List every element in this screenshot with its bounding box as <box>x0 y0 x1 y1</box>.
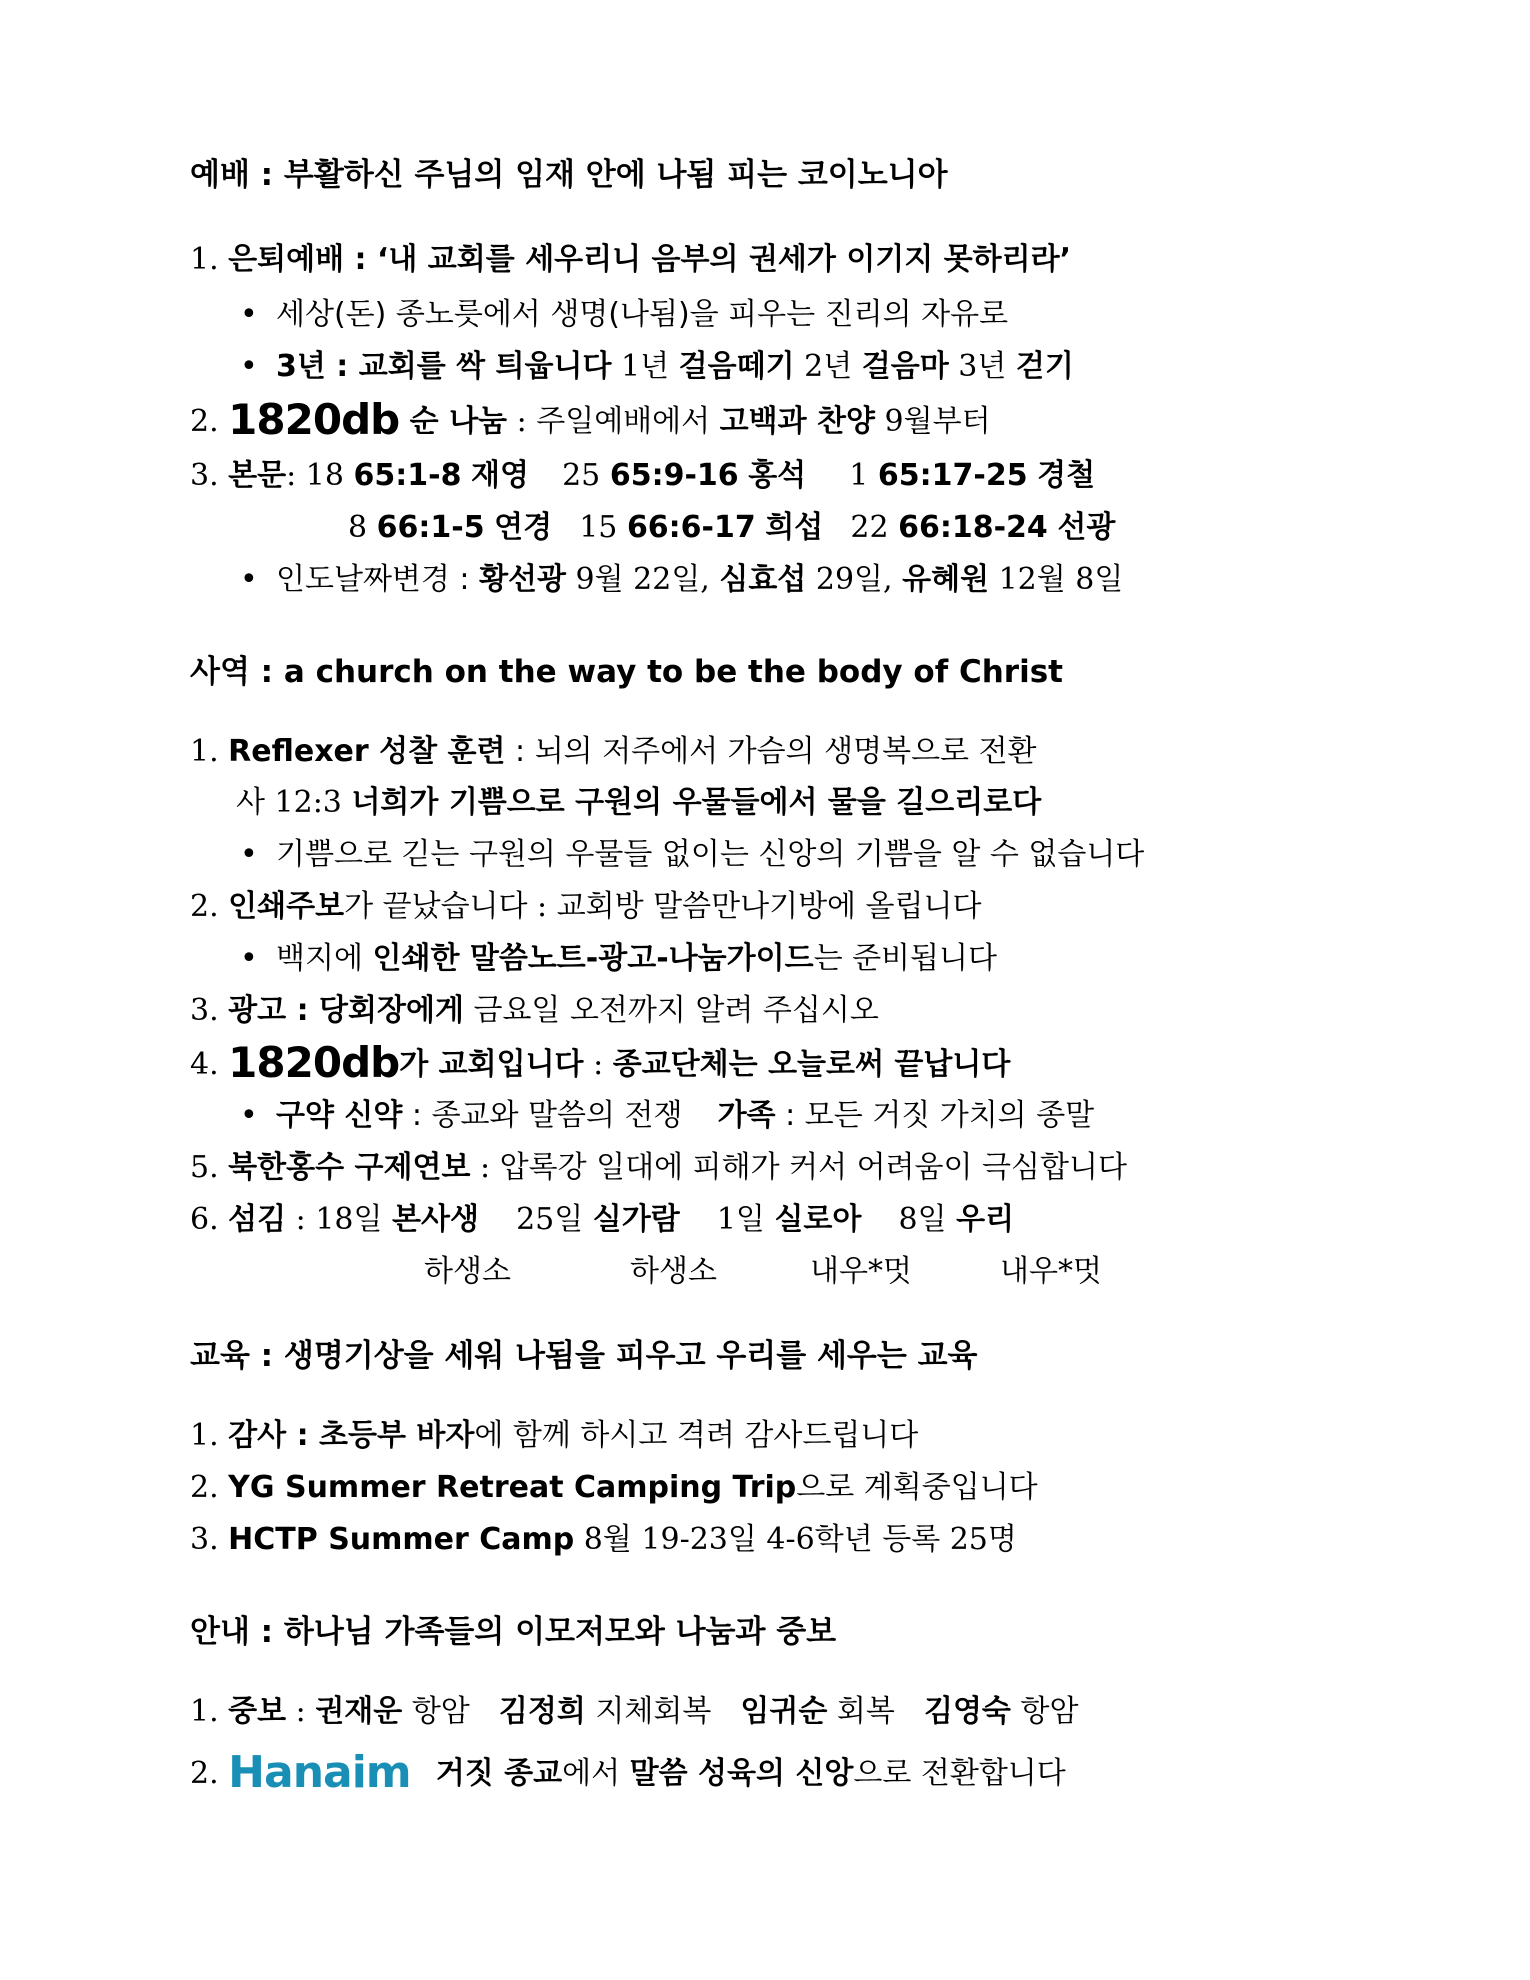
item-title: 인쇄주보 <box>228 889 345 924</box>
worship-bullet-2 <box>240 347 1074 387</box>
bullet-icon: • <box>240 349 258 384</box>
item-text: 으로 계획중입니다 <box>796 1470 1038 1505</box>
reading-date: 18 <box>305 458 344 493</box>
item-title: HCTP Summer Camp <box>228 1522 575 1557</box>
separator: : <box>775 1098 805 1133</box>
ministry-bullet-2 <box>240 939 997 979</box>
worship-heading: 예배 : 부활하신 주님의 임재 안에 나됨 피는 코이노니아 <box>190 157 948 193</box>
bullet-icon: • <box>240 562 258 597</box>
ministry-verse <box>236 783 1041 823</box>
bullet-bold: 인쇄한 말씀노트-광고-나눔가이드 <box>372 941 814 976</box>
step-1: 걸음떼기 <box>678 349 795 384</box>
bullet-text: 모든 거짓 가치의 종말 <box>804 1098 1095 1133</box>
leader-date: 12월 8일 <box>989 562 1124 597</box>
prayer-note: 회복 <box>836 1694 895 1729</box>
item-title: 본문 <box>228 458 287 493</box>
worship-item-3 <box>190 456 1095 496</box>
item-number: 2. <box>190 1470 219 1505</box>
item-number: 1. <box>190 734 219 769</box>
item-number: 2. <box>190 889 219 924</box>
separator: : <box>505 734 535 769</box>
serve-group: 실가람 <box>592 1202 680 1237</box>
item-tail: 9월부터 <box>875 404 991 439</box>
item-number: 3. <box>190 1522 219 1557</box>
reading-name: 연경 <box>494 510 553 545</box>
bullet-text: 종교와 말씀의 전쟁 <box>431 1098 683 1133</box>
reading-date: 22 <box>850 510 889 545</box>
separator: : <box>507 404 537 439</box>
serve-date: 8일 <box>898 1202 947 1237</box>
prayer-note: 항암 <box>1020 1694 1079 1729</box>
bullet-title: 가족 <box>717 1098 776 1133</box>
serve-subgroup: 내우*멋 <box>1000 1254 1102 1289</box>
reading-ref: 66:6-17 <box>626 510 756 545</box>
item-number: 3. <box>190 458 219 493</box>
item-text: 압록강 일대에 피해가 커서 어려움이 극심합니다 <box>499 1150 1127 1185</box>
verse-reference: 사 12:3 <box>236 785 342 820</box>
prayer-note: 항암 <box>411 1694 470 1729</box>
notice-item-1 <box>190 1692 1078 1732</box>
ministry-item-4 <box>190 1038 1011 1087</box>
ministry-item-1 <box>190 732 1037 772</box>
item-bold: 당회장에게 <box>319 993 464 1028</box>
ministry-bullet-1 <box>240 835 1144 875</box>
reading-ref: 65:1-8 <box>353 458 462 493</box>
ministry-heading: 사역 : a church on the way to be the body of Christ <box>190 654 1063 690</box>
bullet-text: 교회를 싹 틔웁니다 <box>358 349 612 384</box>
bullet-tail: 는 준비됩니다 <box>813 941 997 976</box>
item-text: 주일예배에서 <box>536 404 720 439</box>
serve-group: 실로아 <box>774 1202 862 1237</box>
separator: : <box>286 1202 316 1237</box>
serve-subgroup: 내우*멋 <box>810 1254 912 1289</box>
separator: : <box>344 242 377 277</box>
ministry-item-5 <box>190 1148 1127 1188</box>
item-title: 섬김 <box>228 1202 287 1237</box>
prayer-name: 김정희 <box>498 1694 586 1729</box>
1820db-logo: 1820db <box>228 395 400 444</box>
reading-name: 선광 <box>1057 510 1116 545</box>
education-item-2 <box>190 1468 1038 1508</box>
serve-date: 25일 <box>516 1202 584 1237</box>
separator: : <box>583 1047 613 1082</box>
item-bold: 거짓 종교 <box>435 1756 563 1791</box>
bullet-icon: • <box>240 941 258 976</box>
worship-item-3-row-2 <box>348 508 1115 548</box>
reading-name: 재영 <box>471 458 529 493</box>
item-text: 뇌의 저주에서 가슴의 생명복으로 전환 <box>534 734 1037 769</box>
item-number: 1. <box>190 1418 219 1453</box>
prayer-name: 권재운 <box>315 1694 403 1729</box>
year-1: 1년 <box>621 349 670 384</box>
item-text: 종교단체는 오늘로써 끝납니다 <box>612 1047 1011 1082</box>
separator: : <box>325 349 359 384</box>
item-number: 3. <box>190 993 219 1028</box>
reading-ref: 65:9-16 <box>609 458 739 493</box>
item-bold: 초등부 바자 <box>319 1418 475 1453</box>
separator: : <box>286 1694 316 1729</box>
item-text: 으로 전환합니다 <box>853 1756 1066 1791</box>
ministry-bullet-4 <box>240 1096 1094 1136</box>
worship-bullet-3 <box>240 560 1123 600</box>
item-number: 1. <box>190 1694 219 1729</box>
separator: : <box>402 1098 432 1133</box>
leader-date: 9월 22일, <box>566 562 720 597</box>
year-2: 2년 <box>804 349 853 384</box>
item-text: 에서 <box>562 1756 630 1791</box>
separator: : <box>286 458 297 493</box>
scripture-quote: ‘내 교회를 세우리니 음부의 권세가 이기지 못하리라’ <box>376 242 1072 277</box>
worship-bullet-1 <box>240 295 1008 335</box>
education-item-1 <box>190 1416 918 1456</box>
item-bold: 고백과 찬양 <box>719 404 876 439</box>
item-title: YG Summer Retreat Camping Trip <box>228 1470 797 1505</box>
leader-date: 29일, <box>806 562 903 597</box>
step-2: 걸음마 <box>861 349 949 384</box>
item-title: 은퇴예배 <box>228 242 345 277</box>
item-number: 5. <box>190 1150 219 1185</box>
education-heading: 교육 : 생명기상을 세워 나됨을 피우고 우리를 세우는 교육 <box>190 1338 978 1374</box>
item-title: 광고 <box>228 993 287 1028</box>
1820db-logo: 1820db <box>228 1038 400 1087</box>
reading-name: 경철 <box>1037 458 1096 493</box>
prayer-name: 김영숙 <box>923 1694 1011 1729</box>
education-item-3 <box>190 1520 1017 1560</box>
reading-date: 15 <box>579 510 618 545</box>
separator: : <box>286 993 320 1028</box>
item-title: 순 나눔 <box>399 404 508 439</box>
reading-ref: 65:17-25 <box>877 458 1028 493</box>
item-bold: 말씀 성육의 신앙 <box>629 1756 854 1791</box>
item-text: 8월 19-23일 4-6학년 등록 25명 <box>574 1522 1017 1557</box>
year-3: 3년 <box>958 349 1007 384</box>
separator: : <box>286 1418 320 1453</box>
prayer-note: 지체회복 <box>595 1694 712 1729</box>
item-number: 2. <box>190 404 219 439</box>
item-title: 감사 <box>228 1418 287 1453</box>
reading-date: 25 <box>562 458 601 493</box>
ministry-item-6 <box>190 1200 1014 1240</box>
bullet-title: 구약 신약 <box>276 1098 403 1133</box>
item-number: 1. <box>190 242 219 277</box>
step-3: 걷기 <box>1015 349 1074 384</box>
hanaim-logo: Hanaim <box>228 1747 411 1798</box>
verse-text: 너희가 기쁨으로 구원의 우물들에서 물을 길으리로다 <box>351 785 1042 820</box>
worship-item-2 <box>190 395 991 444</box>
ministry-item-2 <box>190 887 981 927</box>
item-number: 4. <box>190 1047 219 1082</box>
bullet-icon: • <box>240 837 258 872</box>
bullet-text: 백지에 <box>276 941 373 976</box>
worship-item-1 <box>190 240 1071 280</box>
serve-date: 18일 <box>315 1202 383 1237</box>
serve-group: 본사생 <box>392 1202 479 1237</box>
serve-subgroup: 하생소 <box>424 1254 511 1289</box>
serve-subgroup: 하생소 <box>630 1254 717 1289</box>
notice-heading: 안내 : 하나님 가족들의 이모저모와 나눔과 중보 <box>190 1614 837 1650</box>
leader-name: 심효섭 <box>719 562 807 597</box>
item-title: 가 교회입니다 <box>399 1047 584 1082</box>
item-title: Reflexer 성찰 훈련 <box>228 734 506 769</box>
ministry-item-3 <box>190 991 879 1031</box>
separator: : <box>470 1150 500 1185</box>
prayer-name: 임귀순 <box>740 1694 828 1729</box>
item-title: 북한홍수 구제연보 <box>228 1150 471 1185</box>
bullet-text: 인도날짜변경 : <box>276 562 480 597</box>
item-number: 2. <box>190 1756 219 1791</box>
bullet-icon: • <box>240 1098 258 1133</box>
notice-item-2 <box>190 1747 1066 1798</box>
reading-date: 1 <box>849 458 869 493</box>
leader-name: 유혜원 <box>902 562 990 597</box>
item-number: 6. <box>190 1202 219 1237</box>
item-text: 금요일 오전까지 알려 주십시오 <box>463 993 879 1028</box>
reading-date: 8 <box>348 510 368 545</box>
serve-group: 우리 <box>956 1202 1015 1237</box>
bullet-icon: • <box>240 297 258 332</box>
bullet-text: 기쁨으로 긷는 구원의 우물들 없이는 신앙의 기쁨을 알 수 없습니다 <box>276 837 1145 872</box>
reading-ref: 66:18-24 <box>898 510 1048 545</box>
item-title: 중보 <box>228 1694 287 1729</box>
bullet-text: 세상(돈) 종노릇에서 생명(나됨)을 피우는 진리의 자유로 <box>276 297 1009 332</box>
item-text: 에 함께 하시고 격려 감사드립니다 <box>474 1418 919 1453</box>
bullet-title: 3년 <box>276 349 326 384</box>
reading-name: 홍석 <box>748 458 807 493</box>
reading-name: 희섭 <box>765 510 824 545</box>
serve-date: 1일 <box>716 1202 765 1237</box>
reading-ref: 66:1-5 <box>376 510 485 545</box>
leader-name: 황선광 <box>479 562 567 597</box>
item-text: 가 끝났습니다 : 교회방 말씀만나기방에 올립니다 <box>344 889 982 924</box>
